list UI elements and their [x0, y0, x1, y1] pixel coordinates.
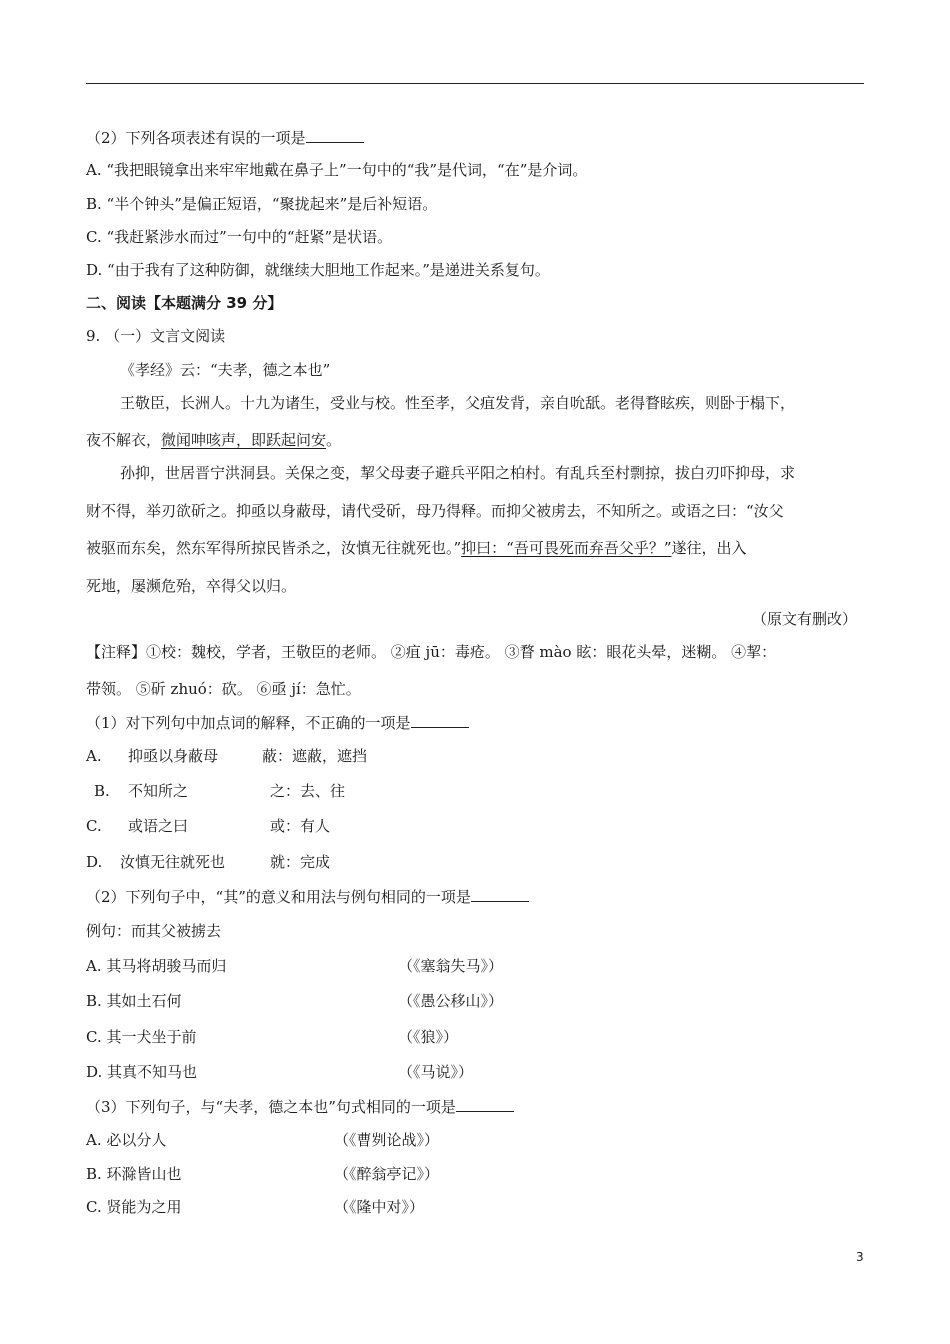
sq3-option-a: A. 必以分人 （《曹刿论战》） — [86, 1131, 440, 1149]
sq2-option-d: D. 其真不知马也 （《马说》） — [86, 1063, 474, 1081]
annotation-line1: 【注释】①校：魏校，学者，王敬臣的老师。 ②疽 jū：毒疮。 ③瞀 mào 眩：眼花头晕，迷糊。 ④挈： — [86, 643, 777, 661]
sq1-option-c: C. 或语之曰 或：有人 — [86, 817, 331, 835]
passage-subtitle: 《孝经》云：“夫孝，德之本也” — [120, 361, 331, 379]
q8-2-stem: （2）下列各项表述有误的一项是 — [86, 128, 364, 148]
sq2-option-a: A. 其马将胡骏马而归 （《塞翁失马》） — [86, 957, 504, 975]
answer-blank[interactable] — [456, 1097, 514, 1112]
section-heading: 二、阅读【本题满分 39 分】 — [86, 294, 283, 312]
page-number: 3 — [856, 1250, 864, 1264]
passage-p2-line4: 死地，屡濒危殆，卒得父以归。 — [86, 577, 297, 595]
sq3-option-c: C. 贤能为之用 （《隆中对》） — [86, 1198, 425, 1216]
answer-blank[interactable] — [471, 887, 529, 902]
sq1-option-b: B. 不知所之 之：去、往 — [94, 782, 346, 800]
sq3-stem: （3）下列句子，与“夫孝，德之本也”句式相同的一项是 — [86, 1097, 514, 1117]
underlined-sentence: 抑曰：“吾可畏死而弃吾父乎？” — [461, 539, 672, 557]
passage-p2-line2: 财不得，举刃欲斫之。抑亟以身蔽母，请代受斫，母乃得释。而抑父被虏去，不知所之。或语之曰：“汝父 — [86, 502, 784, 520]
underlined-sentence: 微闻呻咳声，即跃起问安 — [161, 431, 327, 449]
sq1-option-d: D. 汝慎无往就死也 就：完成 — [86, 853, 331, 871]
q8-2-option-b: B. “半个钟头”是偏正短语，“聚拢起来”是后补短语。 — [86, 195, 438, 213]
sq1-option-a: A. 抑亟以身蔽母 蔽：遮蔽，遮挡 — [86, 747, 368, 765]
answer-blank[interactable] — [411, 713, 469, 728]
sq2-option-b: B. 其如土石何 （《愚公移山》） — [86, 992, 504, 1010]
q8-2-option-d: D. “由于我有了这种防御，就继续大胆地工作起来。”是递进关系复句。 — [86, 261, 550, 279]
answer-blank[interactable] — [306, 128, 364, 143]
passage-p2-line1: 孙抑，世居晋宁洪洞县。关保之变，挈父母妻子避兵平阳之柏村。有乱兵至村剽掠，拔白刃吓抑母，求 — [120, 464, 796, 482]
passage-p1-line2: 夜不解衣，微闻呻咳声，即跃起问安。 — [86, 431, 342, 449]
header-rule — [86, 83, 864, 84]
passage-p1-line1: 王敬臣，长洲人。十九为诸生，受业与校。性至孝，父疽发背，亲自吮舐。老得瞀眩疾，则卧于榻下， — [120, 394, 796, 412]
source-note: （原文有删改） — [751, 610, 857, 628]
q8-2-option-a: A. “我把眼镜拿出来牢牢地戴在鼻子上”一句中的“我”是代词，“在”是介词。 — [86, 161, 588, 179]
q8-2-option-c: C. “我赶紧涉水而过”一句中的“赶紧”是状语。 — [86, 228, 393, 246]
q9-title: 9. （一）文言文阅读 — [86, 327, 226, 345]
sq2-stem: （2）下列句子中，“其”的意义和用法与例句相同的一项是 — [86, 887, 529, 907]
annotation-line2: 带领。 ⑤斫 zhuó：砍。 ⑥亟 jí：急忙。 — [86, 680, 361, 698]
sq1-stem: （1）对下列句中加点词的解释，不正确的一项是 — [86, 713, 469, 733]
sq2-option-c: C. 其一犬坐于前 （《狼》） — [86, 1028, 459, 1046]
sq2-example: 例句：而其父被掳去 — [86, 922, 222, 940]
passage-p2-line3: 被驱而东矣，然东军得所掠民皆杀之，汝慎无往就死也。”抑曰：“吾可畏死而弃吾父乎？”遂往，出入 — [86, 539, 747, 557]
sq3-option-b: B. 环滁皆山也 （《醉翁亭记》） — [86, 1165, 440, 1183]
